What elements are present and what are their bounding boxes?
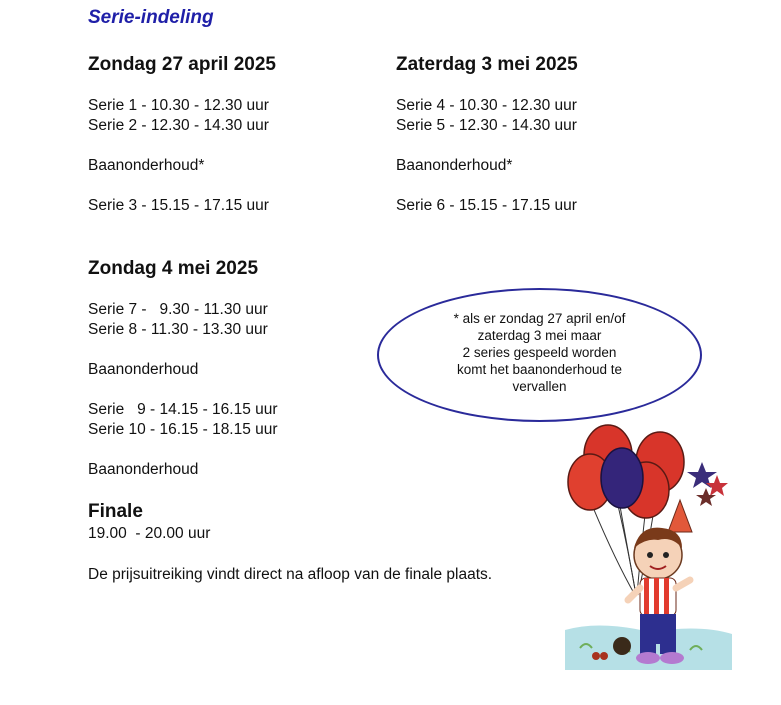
- schedule-line: Serie 6 - 15.15 - 17.15 uur: [396, 197, 577, 214]
- day-heading-2: Zaterdag 3 mei 2025: [396, 54, 578, 75]
- schedule-line: Serie 8 - 11.30 - 13.30 uur: [88, 321, 268, 338]
- finale-note: De prijsuitreiking vindt direct na afloop van de finale plaats.: [88, 566, 493, 583]
- page-title: Serie-indeling: [88, 7, 214, 28]
- schedule-line: [88, 340, 278, 360]
- footnote-line: 2 series gespeeld worden: [462, 344, 617, 360]
- schedule-line: Serie 3 - 15.15 - 17.15 uur: [88, 197, 269, 214]
- day-schedule-1: [88, 96, 269, 216]
- footnote-line: * als er zondag 27 april en/of: [453, 310, 626, 326]
- footnote-line: vervallen: [512, 378, 567, 394]
- footnote-line: komt het baanonderhoud te: [456, 361, 623, 377]
- finale-heading: Finale: [88, 501, 143, 522]
- boy-with-balloons-illustration: [560, 420, 740, 680]
- schedule-line: Serie 4 - 10.30 - 12.30 uur: [396, 97, 577, 114]
- schedule-line: Baanonderhoud*: [396, 157, 513, 174]
- schedule-line: [88, 440, 278, 460]
- day-heading-1: Zondag 27 april 2025: [88, 54, 276, 75]
- schedule-line: Baanonderhoud: [88, 361, 199, 378]
- schedule-line: Serie 7 - 9.30 - 11.30 uur: [88, 301, 268, 318]
- day-schedule-2: [396, 96, 577, 216]
- schedule-line: Serie 10 - 16.15 - 18.15 uur: [88, 421, 278, 438]
- schedule-line: Serie 9 - 14.15 - 16.15 uur: [88, 401, 278, 418]
- schedule-line: Serie 5 - 12.30 - 14.30 uur: [396, 117, 577, 134]
- footnote-line: zaterdag 3 mei maar: [477, 327, 602, 343]
- schedule-line: Serie 1 - 10.30 - 12.30 uur: [88, 97, 269, 114]
- schedule-line: [396, 176, 577, 196]
- day-heading-3: Zondag 4 mei 2025: [88, 258, 259, 279]
- schedule-line: Baanonderhoud*: [88, 157, 205, 174]
- schedule-line: [88, 380, 278, 400]
- schedule-line: [88, 176, 269, 196]
- day-schedule-3: [88, 300, 278, 480]
- schedule-line: Serie 2 - 12.30 - 14.30 uur: [88, 117, 269, 134]
- footnote-text: [425, 310, 655, 395]
- finale-time: 19.00 - 20.00 uur: [88, 525, 211, 542]
- schedule-line: [396, 136, 577, 156]
- schedule-line: Baanonderhoud: [88, 461, 199, 478]
- schedule-line: [88, 136, 269, 156]
- footnote-ellipse: [377, 288, 702, 422]
- balloons-illustration-icon: [560, 420, 740, 680]
